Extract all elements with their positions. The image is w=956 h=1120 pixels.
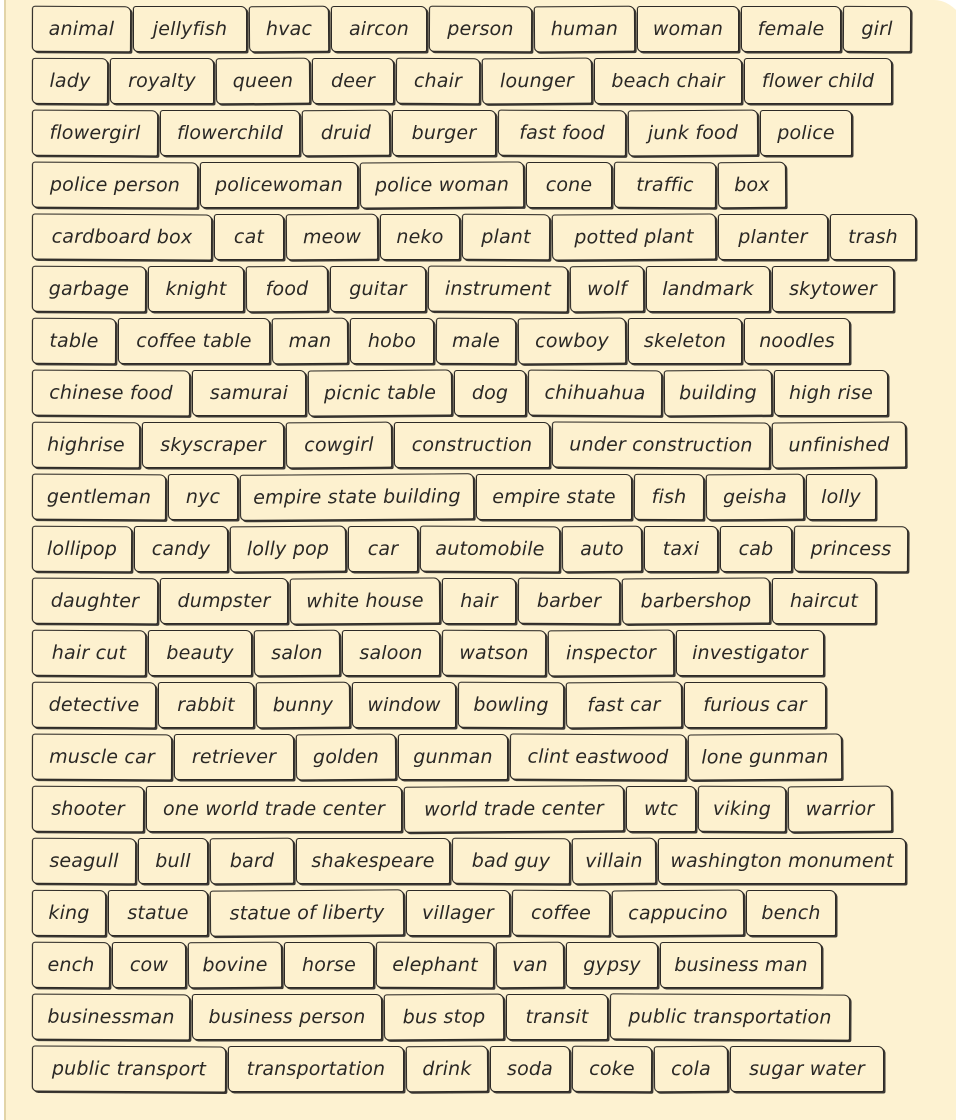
tag-chip[interactable]: hair: [442, 578, 516, 624]
tag-row: [32, 786, 932, 838]
tag-row: [32, 370, 932, 422]
tag-chip[interactable]: window: [352, 682, 456, 728]
tag-chip[interactable]: policewoman: [200, 162, 358, 208]
tag-chip[interactable]: world trade center: [404, 785, 624, 833]
tag-chip[interactable]: inspector: [548, 630, 674, 677]
tag-chip[interactable]: druid: [302, 110, 390, 157]
tag-chip[interactable]: coffee: [512, 890, 610, 937]
tag-chip[interactable]: public transport: [32, 1045, 226, 1092]
tag-chip[interactable]: plant: [462, 214, 550, 260]
tag-chip[interactable]: cowboy: [518, 318, 626, 365]
tag-chip[interactable]: skytower: [772, 266, 894, 312]
tag-row: [32, 526, 932, 578]
tag-chip[interactable]: cab: [720, 526, 792, 572]
tag-chip[interactable]: ench: [32, 942, 110, 988]
tag-chip[interactable]: flower child: [744, 58, 892, 104]
tag-chip[interactable]: garbage: [32, 266, 146, 313]
tag-chip[interactable]: neko: [380, 214, 460, 260]
tag-chip[interactable]: gunman: [398, 734, 508, 780]
tag-chip[interactable]: seagull: [32, 838, 136, 885]
tag-row: [32, 422, 932, 474]
tag-chip[interactable]: cardboard box: [32, 214, 212, 261]
tag-chip[interactable]: cat: [214, 214, 284, 260]
tag-chip[interactable]: statue of liberty: [210, 889, 404, 936]
tag-chip[interactable]: muscle car: [32, 734, 172, 781]
tag-chip[interactable]: instrument: [428, 266, 568, 313]
tag-chip[interactable]: bad guy: [452, 838, 570, 885]
tag-chip[interactable]: human: [534, 6, 635, 53]
tag-chip[interactable]: villager: [406, 890, 510, 936]
tag-row: [32, 162, 932, 214]
tag-row: [32, 942, 932, 994]
tag-chip[interactable]: taxi: [644, 526, 718, 572]
tag-chip[interactable]: horse: [284, 942, 374, 988]
tag-chip[interactable]: transportation: [228, 1046, 404, 1092]
tag-chip[interactable]: king: [32, 890, 106, 936]
tag-chip[interactable]: drink: [406, 1046, 488, 1093]
tag-chip[interactable]: cowgirl: [286, 422, 392, 469]
tag-chip[interactable]: fish: [634, 474, 704, 520]
tag-chip[interactable]: viking: [698, 786, 786, 832]
tag-chip[interactable]: queen: [216, 58, 310, 105]
tag-chip[interactable]: statue: [108, 890, 208, 936]
tag-chip[interactable]: samurai: [192, 370, 306, 416]
tag-chip[interactable]: cone: [526, 162, 612, 208]
tag-chip[interactable]: rabbit: [158, 682, 254, 728]
tag-row: [32, 110, 932, 162]
tag-chip[interactable]: woman: [637, 6, 739, 52]
tag-chip[interactable]: fast food: [498, 110, 626, 157]
tag-chip[interactable]: hobo: [350, 318, 434, 364]
tag-chip[interactable]: cola: [654, 1046, 728, 1093]
tag-chip[interactable]: coke: [572, 1046, 652, 1092]
tag-chip[interactable]: investigator: [676, 630, 824, 676]
tag-row: [32, 890, 932, 942]
tag-chip[interactable]: flowerchild: [160, 110, 300, 156]
tag-chip[interactable]: retriever: [174, 734, 294, 780]
tag-chip[interactable]: public transportation: [610, 993, 850, 1040]
tag-row: [32, 266, 932, 318]
tag-row: [32, 838, 932, 890]
tag-chip[interactable]: empire state: [476, 474, 632, 520]
tag-chip[interactable]: auto: [562, 526, 642, 573]
tag-row: [32, 58, 932, 110]
tag-chip[interactable]: white house: [290, 577, 440, 624]
tag-row: [32, 474, 932, 526]
tag-chip[interactable]: clint eastwood: [510, 734, 686, 781]
tag-chip[interactable]: coffee table: [118, 318, 270, 364]
tag-chip[interactable]: warrior: [788, 786, 892, 833]
tag-chip[interactable]: nyc: [168, 474, 238, 520]
tag-chip[interactable]: empire state building: [240, 473, 474, 521]
tag-chip[interactable]: wolf: [570, 266, 644, 313]
tag-chip[interactable]: beach chair: [594, 58, 742, 104]
tag-chip[interactable]: royalty: [110, 58, 214, 104]
tag-chip[interactable]: person: [429, 6, 532, 53]
tag-chip[interactable]: construction: [394, 422, 550, 468]
tag-row: [32, 1046, 932, 1098]
tag-chip[interactable]: detective: [32, 682, 156, 729]
tag-chip[interactable]: table: [32, 318, 116, 364]
tag-chip[interactable]: transit: [506, 994, 608, 1040]
tag-chip[interactable]: business person: [192, 994, 382, 1040]
tag-chip[interactable]: skeleton: [628, 318, 742, 364]
tag-chip[interactable]: man: [272, 318, 348, 365]
tag-chip[interactable]: dog: [454, 370, 526, 416]
tag-chip[interactable]: gypsy: [566, 942, 658, 988]
tag-chip[interactable]: barbershop: [622, 577, 770, 624]
tag-row: [32, 734, 932, 786]
tag-chip[interactable]: noodles: [744, 318, 850, 364]
tag-chip[interactable]: female: [741, 6, 841, 52]
tag-row: [32, 578, 932, 630]
tag-row: [32, 214, 932, 266]
tag-chip[interactable]: geisha: [706, 474, 804, 521]
tag-chip[interactable]: sugar water: [730, 1046, 884, 1092]
tag-chip[interactable]: building: [664, 370, 772, 417]
tag-chip[interactable]: chair: [396, 58, 480, 104]
tag-chip[interactable]: girl: [843, 6, 911, 52]
tag-chip[interactable]: daughter: [32, 578, 158, 625]
tag-row: [32, 318, 932, 370]
tag-chip[interactable]: meow: [286, 214, 378, 261]
tag-chip[interactable]: shakespeare: [296, 838, 450, 884]
tag-chip[interactable]: bus stop: [384, 994, 504, 1041]
tag-chip[interactable]: under construction: [552, 421, 770, 468]
tag-chip[interactable]: candy: [134, 526, 228, 572]
tag-chip[interactable]: jellyfish: [133, 6, 247, 52]
tag-chip[interactable]: lolly pop: [230, 526, 346, 573]
tag-chip[interactable]: one world trade center: [146, 786, 402, 832]
tag-chip[interactable]: police woman: [360, 161, 524, 208]
tag-chip[interactable]: automobile: [420, 526, 560, 573]
tag-chip[interactable]: van: [496, 942, 564, 988]
tag-chip[interactable]: gentleman: [32, 474, 166, 521]
tag-chip[interactable]: villain: [572, 838, 656, 885]
tag-chip[interactable]: highrise: [32, 422, 140, 469]
tag-chip[interactable]: junk food: [628, 110, 758, 157]
tag-chip[interactable]: aircon: [331, 6, 427, 52]
tag-chip[interactable]: planter: [718, 214, 828, 260]
tag-chip[interactable]: hvac: [249, 6, 329, 53]
tag-chip[interactable]: washington monument: [658, 838, 906, 884]
tag-chip[interactable]: guitar: [330, 266, 426, 312]
tag-chip[interactable]: salon: [254, 630, 340, 677]
tag-chip[interactable]: animal: [32, 6, 131, 53]
tag-chip[interactable]: deer: [312, 58, 394, 104]
tag-chip[interactable]: golden: [296, 734, 396, 781]
tag-chip[interactable]: potted plant: [552, 213, 716, 260]
tag-chip[interactable]: beauty: [148, 630, 252, 676]
tag-chip[interactable]: fast car: [566, 682, 682, 729]
tag-chip[interactable]: bard: [210, 838, 294, 885]
tag-chip[interactable]: flowergirl: [32, 110, 158, 157]
tag-chip[interactable]: chihuahua: [528, 370, 662, 417]
tag-row: [32, 630, 932, 682]
tag-chip[interactable]: business man: [660, 942, 822, 988]
tag-chip[interactable]: soda: [490, 1046, 570, 1092]
tag-row: [32, 994, 932, 1046]
tag-chip[interactable]: cappucino: [612, 890, 744, 937]
tag-chip[interactable]: bowling: [458, 682, 564, 729]
tag-chip[interactable]: lounger: [482, 58, 592, 105]
tag-chip[interactable]: elephant: [376, 942, 494, 989]
tag-chip[interactable]: barber: [518, 578, 620, 625]
tag-chip[interactable]: bull: [138, 838, 208, 884]
tag-chip[interactable]: dumpster: [160, 578, 288, 624]
tag-chip[interactable]: lolly: [806, 474, 876, 520]
tag-row: [32, 682, 932, 734]
tag-chip[interactable]: haircut: [772, 578, 876, 624]
tag-chip[interactable]: wtc: [626, 786, 696, 832]
tag-chip[interactable]: police: [760, 110, 852, 156]
tag-chip[interactable]: box: [718, 162, 786, 208]
tag-chip[interactable]: watson: [442, 630, 546, 677]
tag-chip[interactable]: unfinished: [772, 422, 906, 469]
tag-chip[interactable]: bovine: [188, 942, 282, 989]
tag-chip[interactable]: businessman: [32, 994, 190, 1041]
tag-chip[interactable]: trash: [830, 214, 916, 260]
tag-chip[interactable]: lone gunman: [688, 733, 842, 780]
tag-chip[interactable]: burger: [392, 110, 496, 156]
tag-chip[interactable]: chinese food: [32, 370, 190, 417]
tag-chip[interactable]: lady: [32, 58, 108, 104]
tag-chip[interactable]: picnic table: [308, 369, 452, 416]
tag-chip[interactable]: high rise: [774, 370, 888, 416]
tag-chip[interactable]: car: [348, 526, 418, 572]
tag-chip[interactable]: hair cut: [32, 630, 146, 677]
tag-chip[interactable]: knight: [148, 266, 244, 312]
tag-chip[interactable]: landmark: [646, 266, 770, 312]
tag-chip[interactable]: bunny: [256, 682, 350, 729]
tag-cloud: [32, 6, 932, 1098]
tag-row: [32, 6, 932, 58]
tag-chip[interactable]: bench: [746, 890, 836, 936]
tag-chip[interactable]: food: [246, 266, 328, 313]
tag-chip[interactable]: police person: [32, 162, 198, 209]
tag-chip[interactable]: furious car: [684, 682, 826, 728]
tag-chip[interactable]: cow: [112, 942, 186, 988]
tag-chip[interactable]: traffic: [614, 162, 716, 209]
tag-chip[interactable]: princess: [794, 526, 908, 573]
tag-chip[interactable]: saloon: [342, 630, 440, 676]
tag-chip[interactable]: lollipop: [32, 526, 132, 573]
tag-chip[interactable]: skyscraper: [142, 422, 284, 468]
tag-chip[interactable]: shooter: [32, 786, 144, 833]
tag-chip[interactable]: male: [436, 318, 516, 364]
